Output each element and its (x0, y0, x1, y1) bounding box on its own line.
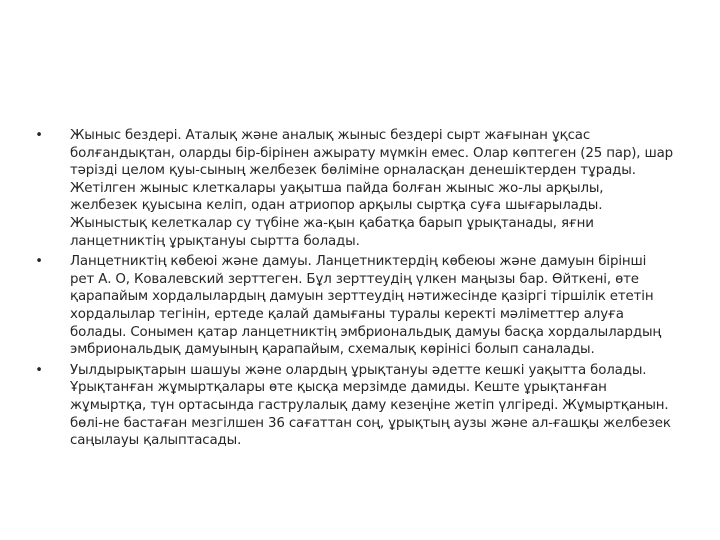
bullet-list (34, 127, 674, 453)
bullet-text: Уылдырықтарын шашуы және олардың ұрықтануы әдетте кешкі уақытта болады. Ұрықтанған жұмыртқалары өте қысқа мерзімде дамиды. Кеште ұрықтанған жұмыртқа, түн ортасында гаструлалық даму кезеңіне жетіп үлгіреді. Жұмыртқанын. бөлі-не бастаған мезгілшен 36 сағаттан соң, ұрықтың аузы және ал-ғашқы желбезек саңылауы қалыптасады. (70, 362, 671, 449)
bullet-item-reproductive-glands (34, 127, 674, 250)
bullet-item-reproduction-development (34, 253, 674, 359)
bullet-dot: • (35, 362, 43, 378)
bullet-text: Жыныс бездері. Аталық және аналық жыныс бездері сырт жағынан ұқсас болғандықтан, оларды бір-бірінен ажырату мүмкін емес. Олар көптеген (25 пар), шар тәрізді целом қуы-сының желбезек бөліміне орналасқан денешіктерден тұрады. Жетілген жыныс клеткалары уақытша пайда болған жыныс жо-лы арқылы, желбезек қуысына келіп, одан атриопор арқылы сыртқа суға шығарылады. Жыныстық келеткалар су түбіне жа-қын қабатқа барып ұрықтанады, яғни ланцетниктің ұрықтануы сыртта болады. (70, 128, 674, 249)
bullet-dot: • (35, 254, 43, 270)
bullet-dot: • (35, 128, 43, 143)
bullet-item-spawning-fertilization (34, 362, 674, 450)
bullet-text: Ланцетниктің көбеюі және дамуы. Ланцетниктердің көбеюы және дамуын бірінші рет А. О, Ковалевский зерттеген. Бұл зерттеудің үлкен маңызы бар. Өйткені, өте қарапайым хордалылардың дамуын зерттеудің нәтижесінде қазіргі тіршілік ететін хордалылар тегінін, ертеде қалай дамығаны туралы керекті мәліметтер алуға болады. Сонымен қатар ланцетниктің эмбриональдық дамуы басқа хордалылардың эмбриональдық дамуының қарапайым, схемалық көрінісі болып саналады. (70, 254, 662, 358)
